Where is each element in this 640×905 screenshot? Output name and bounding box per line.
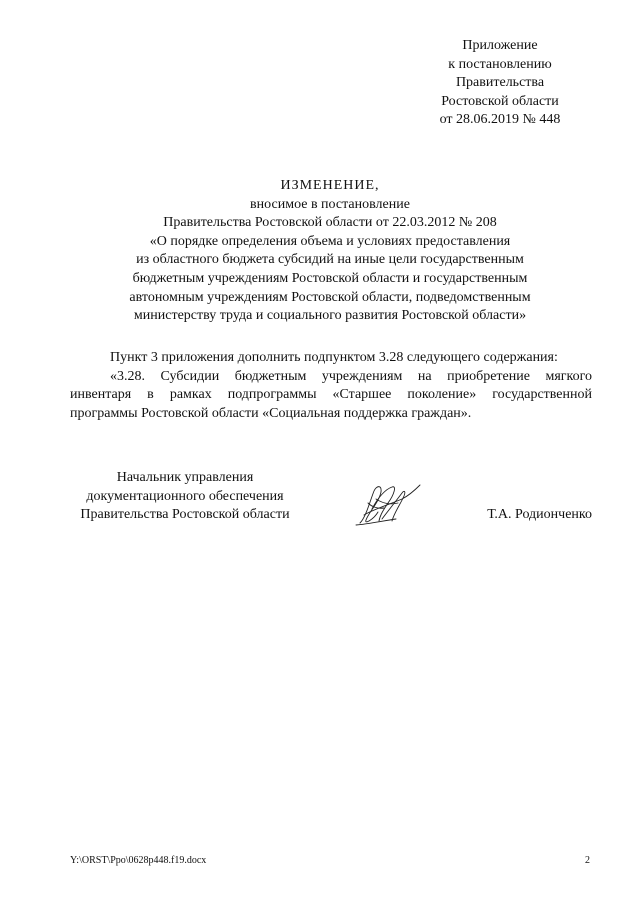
appendix-line: Правительства bbox=[455, 75, 545, 90]
header-line: «О порядке определения объема и условиях предоставления bbox=[149, 233, 511, 249]
header-line: вносимое в постановление bbox=[250, 196, 410, 212]
header-line: министерству труда и социального развития Ростовской области» bbox=[133, 308, 527, 324]
header-line: Правительства Ростовской области от 22.03.2012 № 208 bbox=[163, 215, 497, 231]
body-paragraph-line: инвентаря в рамках подпрограммы «Старшее поколение» государственной bbox=[70, 387, 592, 402]
document-body bbox=[70, 349, 592, 423]
header-line: из областного бюджета субсидий на иные цели государственным bbox=[136, 252, 524, 268]
position-line: Правительства Ростовской области bbox=[80, 507, 290, 522]
position-line: Начальник управления bbox=[116, 470, 254, 485]
document-title: ИЗМЕНЕНИЕ, bbox=[280, 178, 380, 193]
appendix-line: Ростовской области bbox=[441, 93, 559, 109]
header-line: бюджетным учреждениям Ростовской области и государственным bbox=[132, 270, 528, 286]
appendix-reference bbox=[420, 37, 580, 130]
appendix-line: от 28.06.2019 № 448 bbox=[439, 112, 561, 127]
appendix-line: к постановлению bbox=[448, 56, 552, 72]
appendix-line: Приложение bbox=[462, 38, 538, 53]
position-line: документационного обеспечения bbox=[86, 488, 284, 504]
body-intro: Пункт 3 приложения дополнить подпунктом 3.28 следующего содержания: bbox=[110, 350, 558, 365]
handwritten-signature bbox=[352, 479, 427, 529]
signatory-position bbox=[70, 469, 300, 525]
signatory-name: Т.А. Родионченко bbox=[487, 507, 592, 522]
body-paragraph-line: «3.28. Субсидии бюджетным учреждениям на приобретение мягкого bbox=[110, 368, 592, 384]
page-number: 2 bbox=[585, 855, 590, 866]
file-path: Y:\ORST\Ppo\0628p448.f19.docx bbox=[70, 855, 207, 866]
document-header bbox=[70, 177, 590, 326]
signature-block bbox=[70, 469, 592, 539]
body-paragraph-line: программы Ростовской области «Социальная поддержка граждан». bbox=[70, 405, 472, 421]
header-line: автономным учреждениям Ростовской области, подведомственным bbox=[129, 289, 531, 305]
